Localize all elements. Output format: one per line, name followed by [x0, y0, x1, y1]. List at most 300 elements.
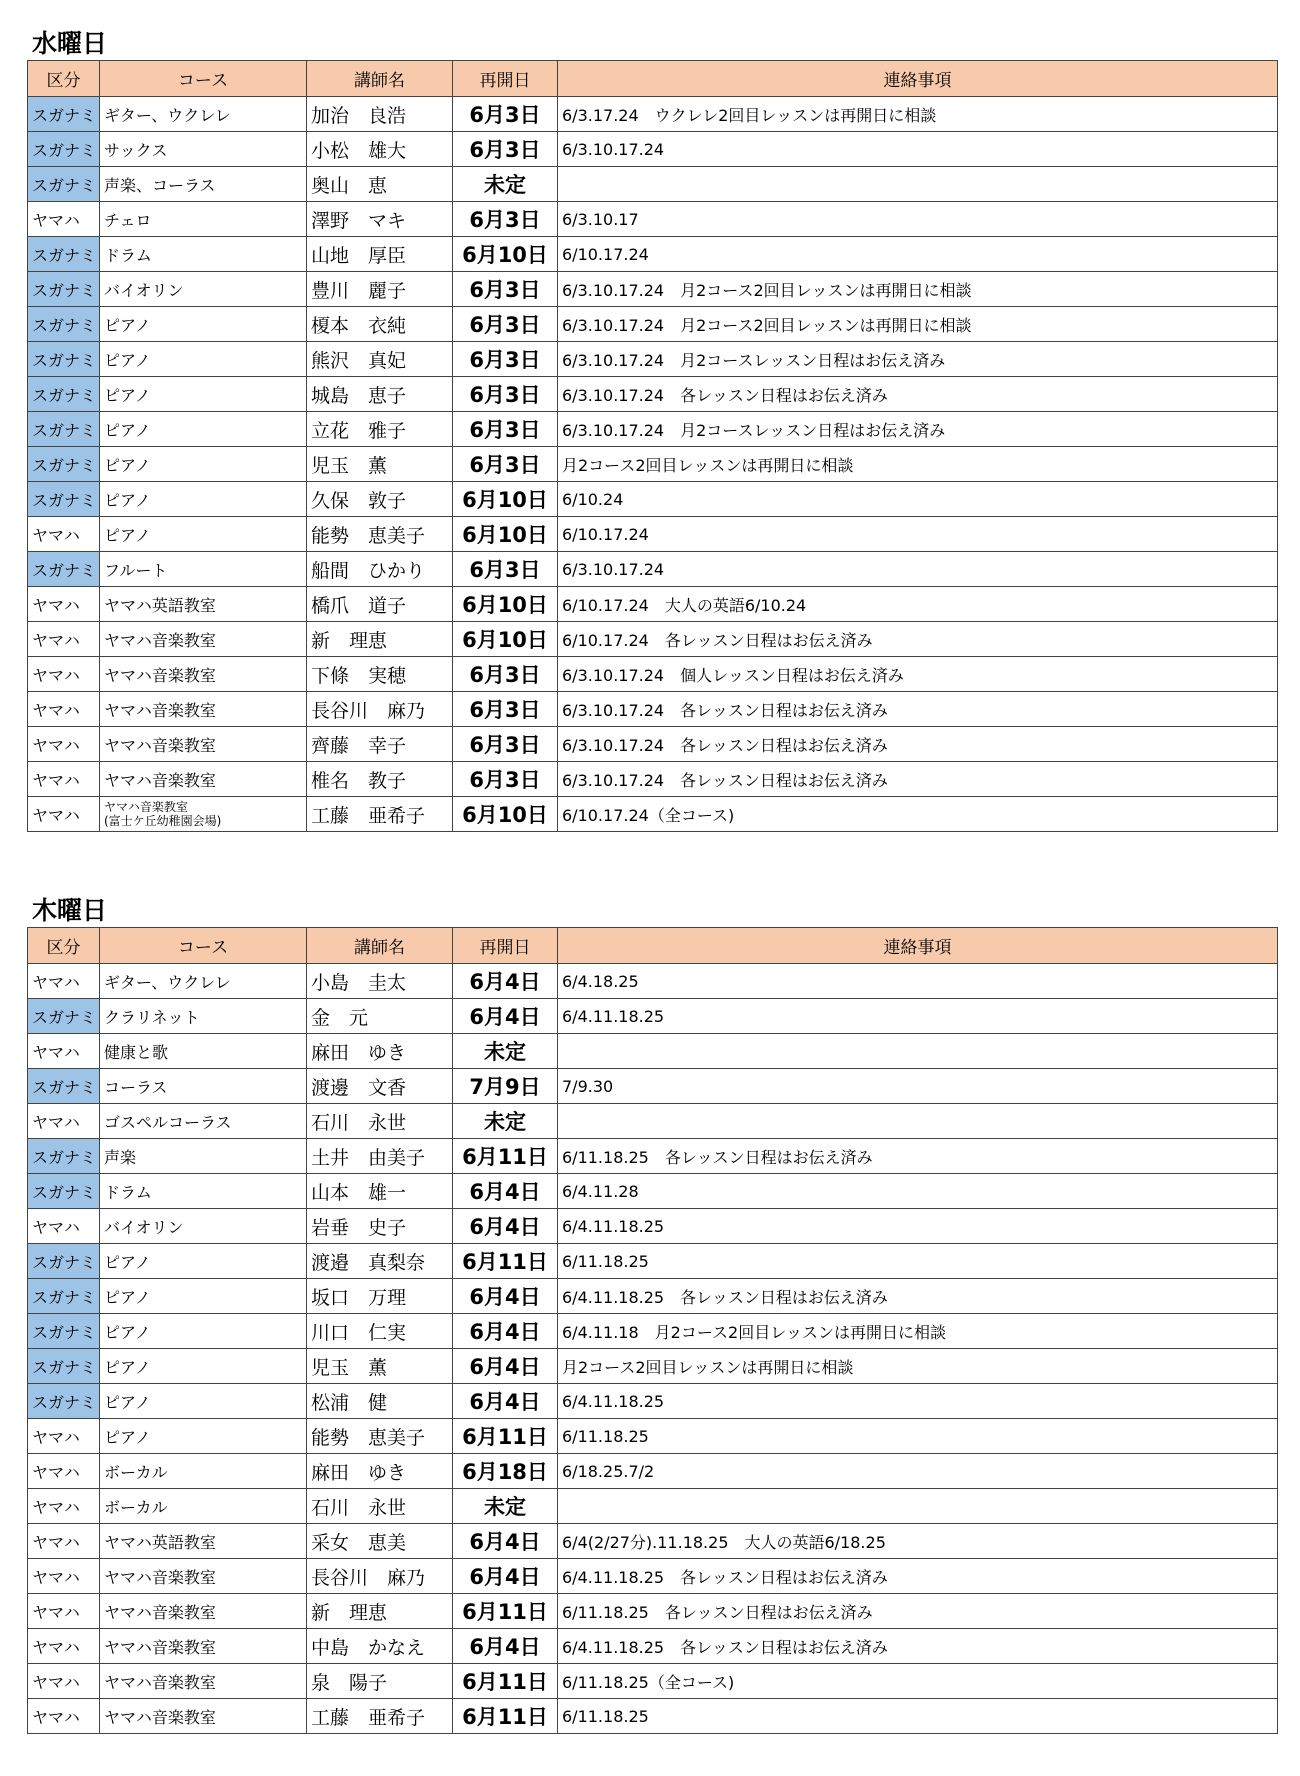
note-cell [558, 167, 1278, 202]
note-cell [558, 1489, 1278, 1524]
course-cell [100, 342, 307, 377]
header-date: 再開日 [453, 928, 558, 964]
course-name: 声楽、コーラス [104, 175, 216, 195]
course-name: ヤマハ英語教室 [104, 1532, 216, 1552]
note-cell: 6/3.10.17.24 各レッスン日程はお伝え済み [558, 727, 1278, 762]
table-row [28, 1559, 1278, 1594]
course-name: ヤマハ音楽教室 [104, 1672, 216, 1692]
note-cell: 6/4.11.18 月2コース2回目レッスンは再開日に相談 [558, 1314, 1278, 1349]
note-cell: 6/11.18.25 [558, 1419, 1278, 1454]
restart-date-cell: 6月3日 [453, 552, 558, 587]
note-cell: 6/10.17.24（全コース) [558, 797, 1278, 832]
course-cell [100, 97, 307, 132]
kubun-cell: スガナミ [28, 1069, 100, 1104]
course-cell [100, 727, 307, 762]
course-cell [100, 1244, 307, 1279]
teacher-cell: 川口 仁実 [307, 1314, 453, 1349]
note-cell: 6/11.18.25 [558, 1699, 1278, 1734]
table-row [28, 167, 1278, 202]
course-cell [100, 622, 307, 657]
kubun-cell: スガナミ [28, 307, 100, 342]
course-cell [100, 1629, 307, 1664]
course-name: ピアノ [104, 1392, 151, 1412]
section-title: 木曜日 [32, 896, 108, 925]
teacher-cell: 工藤 亜希子 [307, 1699, 453, 1734]
course-name: ギター、ウクレレ [104, 105, 231, 125]
restart-date-cell: 6月4日 [453, 1209, 558, 1244]
table-row [28, 1489, 1278, 1524]
table-row [28, 964, 1278, 999]
teacher-cell: 麻田 ゆき [307, 1454, 453, 1489]
note-cell: 6/4.11.18.25 各レッスン日程はお伝え済み [558, 1279, 1278, 1314]
kubun-cell: スガナミ [28, 999, 100, 1034]
course-name: クラリネット [104, 1007, 200, 1027]
header-row [28, 61, 1278, 97]
restart-date-cell: 6月10日 [453, 237, 558, 272]
note-cell: 6/3.10.17.24 個人レッスン日程はお伝え済み [558, 657, 1278, 692]
note-cell: 6/11.18.25 各レッスン日程はお伝え済み [558, 1594, 1278, 1629]
table-row [28, 1629, 1278, 1664]
table-row [28, 447, 1278, 482]
note-cell: 6/4.11.18.25 [558, 1384, 1278, 1419]
restart-date-cell: 6月11日 [453, 1419, 558, 1454]
note-cell [558, 1104, 1278, 1139]
teacher-cell: 久保 敦子 [307, 482, 453, 517]
restart-date-cell: 6月10日 [453, 797, 558, 832]
table-row [28, 1314, 1278, 1349]
table-row [28, 342, 1278, 377]
course-cell [100, 762, 307, 797]
course-cell [100, 797, 307, 832]
note-cell: 6/10.24 [558, 482, 1278, 517]
teacher-cell: 橋爪 道子 [307, 587, 453, 622]
course-name: ヤマハ音楽教室 [104, 800, 188, 814]
restart-date-cell: 6月3日 [453, 202, 558, 237]
header-teacher: 講師名 [307, 928, 453, 964]
restart-date-cell: 6月3日 [453, 377, 558, 412]
teacher-cell: 城島 恵子 [307, 377, 453, 412]
course-name: ヤマハ音楽教室 [104, 1637, 216, 1657]
kubun-cell: ヤマハ [28, 622, 100, 657]
kubun-cell: ヤマハ [28, 1489, 100, 1524]
table-row [28, 482, 1278, 517]
course-cell [100, 1209, 307, 1244]
note-cell: 6/11.18.25（全コース) [558, 1664, 1278, 1699]
note-cell: 6/3.10.17.24 各レッスン日程はお伝え済み [558, 762, 1278, 797]
table-row [28, 622, 1278, 657]
note-cell: 6/3.10.17.24 月2コース2回目レッスンは再開日に相談 [558, 272, 1278, 307]
teacher-cell: 熊沢 真妃 [307, 342, 453, 377]
table-row [28, 517, 1278, 552]
teacher-cell: 船間 ひかり [307, 552, 453, 587]
restart-date-cell: 6月3日 [453, 692, 558, 727]
table-row [28, 412, 1278, 447]
kubun-cell: ヤマハ [28, 1629, 100, 1664]
teacher-cell: 椎名 教子 [307, 762, 453, 797]
course-cell [100, 307, 307, 342]
header-course: コース [100, 61, 307, 97]
course-name: ピアノ [104, 1322, 151, 1342]
kubun-cell: ヤマハ [28, 1524, 100, 1559]
kubun-cell: ヤマハ [28, 762, 100, 797]
kubun-cell: スガナミ [28, 1174, 100, 1209]
table-row [28, 999, 1278, 1034]
teacher-cell: 工藤 亜希子 [307, 797, 453, 832]
table-row [28, 727, 1278, 762]
course-name: ゴスペルコーラス [104, 1112, 232, 1132]
section-thursday [27, 895, 1277, 1734]
course-name: ヤマハ英語教室 [104, 595, 216, 615]
restart-date-cell: 6月4日 [453, 1384, 558, 1419]
kubun-cell: ヤマハ [28, 657, 100, 692]
course-cell [100, 1524, 307, 1559]
teacher-cell: 加治 良浩 [307, 97, 453, 132]
restart-date-cell: 6月3日 [453, 97, 558, 132]
kubun-cell: スガナミ [28, 1349, 100, 1384]
restart-date-cell: 6月10日 [453, 622, 558, 657]
course-venue: (富士ケ丘幼稚園会場) [104, 814, 222, 828]
schedule-table [27, 60, 1278, 832]
note-cell: 6/10.17.24 [558, 237, 1278, 272]
course-name: ピアノ [104, 420, 151, 440]
teacher-cell: 渡邊 文香 [307, 1069, 453, 1104]
teacher-cell: 立花 雅子 [307, 412, 453, 447]
table-row [28, 1069, 1278, 1104]
note-cell: 6/4(2/27分).11.18.25 大人の英語6/18.25 [558, 1524, 1278, 1559]
kubun-cell: ヤマハ [28, 964, 100, 999]
table-row [28, 587, 1278, 622]
restart-date-cell: 7月9日 [453, 1069, 558, 1104]
course-name: ピアノ [104, 1357, 151, 1377]
note-cell: 6/4.11.18.25 [558, 999, 1278, 1034]
note-cell: 6/3.10.17 [558, 202, 1278, 237]
course-cell [100, 1699, 307, 1734]
table-row [28, 657, 1278, 692]
table-row [28, 97, 1278, 132]
teacher-cell: 石川 永世 [307, 1104, 453, 1139]
note-cell: 6/3.10.17.24 月2コースレッスン日程はお伝え済み [558, 412, 1278, 447]
course-cell [100, 1034, 307, 1069]
course-name: コーラス [104, 1077, 168, 1097]
note-cell: 6/4.11.18.25 各レッスン日程はお伝え済み [558, 1629, 1278, 1664]
course-cell [100, 272, 307, 307]
kubun-cell: ヤマハ [28, 1664, 100, 1699]
course-cell [100, 1419, 307, 1454]
teacher-cell: 坂口 万理 [307, 1279, 453, 1314]
restart-date-cell: 6月10日 [453, 517, 558, 552]
restart-date-cell: 6月4日 [453, 1314, 558, 1349]
teacher-cell: 石川 永世 [307, 1489, 453, 1524]
kubun-cell: ヤマハ [28, 727, 100, 762]
teacher-cell: 下條 実穂 [307, 657, 453, 692]
table-row [28, 237, 1278, 272]
restart-date-cell: 6月4日 [453, 1559, 558, 1594]
teacher-cell: 渡邉 真梨奈 [307, 1244, 453, 1279]
course-name: ピアノ [104, 315, 151, 335]
table-row [28, 1244, 1278, 1279]
kubun-cell: ヤマハ [28, 1454, 100, 1489]
kubun-cell: ヤマハ [28, 1209, 100, 1244]
restart-date-cell: 6月11日 [453, 1594, 558, 1629]
kubun-cell: ヤマハ [28, 1699, 100, 1734]
restart-date-cell: 6月11日 [453, 1699, 558, 1734]
kubun-cell: ヤマハ [28, 1594, 100, 1629]
table-row [28, 272, 1278, 307]
teacher-cell: 新 理恵 [307, 622, 453, 657]
restart-date-cell: 未定 [453, 1034, 558, 1069]
table-row [28, 1454, 1278, 1489]
course-cell [100, 1139, 307, 1174]
kubun-cell: ヤマハ [28, 202, 100, 237]
note-cell: 6/4.18.25 [558, 964, 1278, 999]
table-row [28, 1279, 1278, 1314]
course-name: ヤマハ音楽教室 [104, 1602, 216, 1622]
course-cell [100, 1664, 307, 1699]
table-row [28, 1384, 1278, 1419]
note-cell: 6/18.25.7/2 [558, 1454, 1278, 1489]
teacher-cell: 泉 陽子 [307, 1664, 453, 1699]
course-name: ピアノ [104, 1427, 151, 1447]
restart-date-cell: 6月4日 [453, 1279, 558, 1314]
teacher-cell: 奥山 恵 [307, 167, 453, 202]
header-kubun: 区分 [28, 61, 100, 97]
course-name: ボーカル [104, 1462, 168, 1482]
course-cell [100, 482, 307, 517]
restart-date-cell: 6月10日 [453, 587, 558, 622]
teacher-cell: 岩垂 史子 [307, 1209, 453, 1244]
teacher-cell: 児玉 薫 [307, 447, 453, 482]
header-row [28, 928, 1278, 964]
course-name: ヤマハ音楽教室 [104, 1707, 216, 1727]
course-cell [100, 1594, 307, 1629]
note-cell: 6/10.17.24 [558, 517, 1278, 552]
note-cell: 6/10.17.24 大人の英語6/10.24 [558, 587, 1278, 622]
table-row [28, 552, 1278, 587]
header-date: 再開日 [453, 61, 558, 97]
teacher-cell: 中島 かなえ [307, 1629, 453, 1664]
kubun-cell: スガナミ [28, 167, 100, 202]
table-row [28, 1209, 1278, 1244]
teacher-cell: 長谷川 麻乃 [307, 692, 453, 727]
course-cell [100, 657, 307, 692]
table-row [28, 1594, 1278, 1629]
table-row [28, 1699, 1278, 1734]
course-cell [100, 412, 307, 447]
note-cell [558, 1034, 1278, 1069]
teacher-cell: 山地 厚臣 [307, 237, 453, 272]
teacher-cell: 澤野 マキ [307, 202, 453, 237]
course-name: ピアノ [104, 525, 151, 545]
kubun-cell: スガナミ [28, 1279, 100, 1314]
teacher-cell: 小島 圭太 [307, 964, 453, 999]
teacher-cell: 松浦 健 [307, 1384, 453, 1419]
kubun-cell: スガナミ [28, 552, 100, 587]
course-cell [100, 202, 307, 237]
kubun-cell: スガナミ [28, 482, 100, 517]
note-cell: 月2コース2回目レッスンは再開日に相談 [558, 447, 1278, 482]
section-title: 水曜日 [32, 29, 108, 58]
header-teacher: 講師名 [307, 61, 453, 97]
restart-date-cell: 6月3日 [453, 272, 558, 307]
table-row [28, 692, 1278, 727]
restart-date-cell: 6月10日 [453, 482, 558, 517]
header-note: 連絡事項 [558, 928, 1278, 964]
table-row [28, 797, 1278, 832]
header-course: コース [100, 928, 307, 964]
table-row [28, 1034, 1278, 1069]
kubun-cell: スガナミ [28, 97, 100, 132]
kubun-cell: スガナミ [28, 1314, 100, 1349]
teacher-cell: 土井 由美子 [307, 1139, 453, 1174]
note-cell: 6/3.10.17.24 [558, 552, 1278, 587]
course-name: ギター、ウクレレ [104, 972, 231, 992]
kubun-cell: ヤマハ [28, 517, 100, 552]
note-cell: 6/11.18.25 [558, 1244, 1278, 1279]
course-name: バイオリン [104, 280, 184, 300]
header-note: 連絡事項 [558, 61, 1278, 97]
kubun-cell: スガナミ [28, 447, 100, 482]
course-name: 健康と歌 [104, 1042, 169, 1062]
course-name: ドラム [104, 1182, 152, 1202]
teacher-cell: 新 理恵 [307, 1594, 453, 1629]
course-name: チェロ [104, 210, 152, 230]
restart-date-cell: 6月4日 [453, 964, 558, 999]
header-kubun: 区分 [28, 928, 100, 964]
course-cell [100, 167, 307, 202]
table-row [28, 377, 1278, 412]
course-cell [100, 587, 307, 622]
kubun-cell: スガナミ [28, 1384, 100, 1419]
restart-date-cell: 6月4日 [453, 999, 558, 1034]
note-cell: 6/4.11.28 [558, 1174, 1278, 1209]
course-name: ヤマハ音楽教室 [104, 770, 216, 790]
kubun-cell: ヤマハ [28, 1034, 100, 1069]
teacher-cell: 能勢 恵美子 [307, 517, 453, 552]
course-name: ボーカル [104, 1497, 168, 1517]
table-row [28, 1349, 1278, 1384]
table-row [28, 1419, 1278, 1454]
kubun-cell: ヤマハ [28, 692, 100, 727]
course-cell [100, 964, 307, 999]
course-cell [100, 1489, 307, 1524]
kubun-cell: ヤマハ [28, 1419, 100, 1454]
course-cell [100, 1069, 307, 1104]
course-name: ピアノ [104, 490, 151, 510]
course-cell [100, 517, 307, 552]
table-row [28, 1664, 1278, 1699]
course-name: 声楽 [104, 1147, 137, 1167]
table-row [28, 762, 1278, 797]
teacher-cell: 榎本 衣純 [307, 307, 453, 342]
table-row [28, 1139, 1278, 1174]
course-name: サックス [104, 140, 168, 160]
table-row [28, 1524, 1278, 1559]
kubun-cell: ヤマハ [28, 797, 100, 832]
note-cell: 7/9.30 [558, 1069, 1278, 1104]
kubun-cell: スガナミ [28, 272, 100, 307]
course-cell [100, 237, 307, 272]
course-name: バイオリン [104, 1217, 184, 1237]
teacher-cell: 采女 恵美 [307, 1524, 453, 1559]
section-wednesday [27, 28, 1277, 832]
course-cell [100, 447, 307, 482]
note-cell: 6/3.10.17.24 [558, 132, 1278, 167]
course-cell [100, 1279, 307, 1314]
kubun-cell: スガナミ [28, 1139, 100, 1174]
kubun-cell: スガナミ [28, 132, 100, 167]
restart-date-cell: 6月3日 [453, 727, 558, 762]
course-name: ヤマハ音楽教室 [104, 1567, 216, 1587]
teacher-cell: 金 元 [307, 999, 453, 1034]
course-name: ピアノ [104, 1287, 151, 1307]
restart-date-cell: 6月3日 [453, 307, 558, 342]
course-name: ドラム [104, 245, 152, 265]
note-cell: 6/4.11.18.25 [558, 1209, 1278, 1244]
restart-date-cell: 未定 [453, 167, 558, 202]
course-name: ピアノ [104, 1252, 151, 1272]
restart-date-cell: 未定 [453, 1104, 558, 1139]
kubun-cell: ヤマハ [28, 1104, 100, 1139]
restart-date-cell: 6月3日 [453, 132, 558, 167]
restart-date-cell: 6月4日 [453, 1524, 558, 1559]
course-name: ヤマハ音楽教室 [104, 735, 216, 755]
teacher-cell: 山本 雄一 [307, 1174, 453, 1209]
table-row [28, 1104, 1278, 1139]
note-cell: 6/3.10.17.24 月2コースレッスン日程はお伝え済み [558, 342, 1278, 377]
course-name: フルート [104, 560, 168, 580]
course-cell [100, 1174, 307, 1209]
course-cell [100, 1104, 307, 1139]
course-cell [100, 132, 307, 167]
course-cell [100, 1559, 307, 1594]
course-cell [100, 1349, 307, 1384]
note-cell: 6/3.10.17.24 各レッスン日程はお伝え済み [558, 692, 1278, 727]
restart-date-cell: 6月11日 [453, 1244, 558, 1279]
course-name: ピアノ [104, 350, 151, 370]
course-name: ヤマハ音楽教室 [104, 700, 216, 720]
restart-date-cell: 6月3日 [453, 762, 558, 797]
teacher-cell: 長谷川 麻乃 [307, 1559, 453, 1594]
restart-date-cell: 6月11日 [453, 1664, 558, 1699]
restart-date-cell: 6月4日 [453, 1174, 558, 1209]
kubun-cell: スガナミ [28, 342, 100, 377]
course-cell [100, 692, 307, 727]
course-name: ヤマハ音楽教室 [104, 630, 216, 650]
restart-date-cell: 6月4日 [453, 1349, 558, 1384]
kubun-cell: スガナミ [28, 237, 100, 272]
course-cell [100, 1314, 307, 1349]
restart-date-cell: 6月3日 [453, 412, 558, 447]
note-cell: 6/3.10.17.24 各レッスン日程はお伝え済み [558, 377, 1278, 412]
course-cell [100, 552, 307, 587]
note-cell: 6/3.17.24 ウクレレ2回目レッスンは再開日に相談 [558, 97, 1278, 132]
teacher-cell: 麻田 ゆき [307, 1034, 453, 1069]
kubun-cell: スガナミ [28, 1244, 100, 1279]
teacher-cell: 児玉 薫 [307, 1349, 453, 1384]
table-row [28, 202, 1278, 237]
table-row [28, 132, 1278, 167]
restart-date-cell: 6月18日 [453, 1454, 558, 1489]
teacher-cell: 豊川 麗子 [307, 272, 453, 307]
restart-date-cell: 未定 [453, 1489, 558, 1524]
course-name: ピアノ [104, 385, 151, 405]
teacher-cell: 齊藤 幸子 [307, 727, 453, 762]
restart-date-cell: 6月3日 [453, 342, 558, 377]
table-row [28, 1174, 1278, 1209]
note-cell: 6/4.11.18.25 各レッスン日程はお伝え済み [558, 1559, 1278, 1594]
kubun-cell: ヤマハ [28, 587, 100, 622]
course-name: ピアノ [104, 455, 151, 475]
